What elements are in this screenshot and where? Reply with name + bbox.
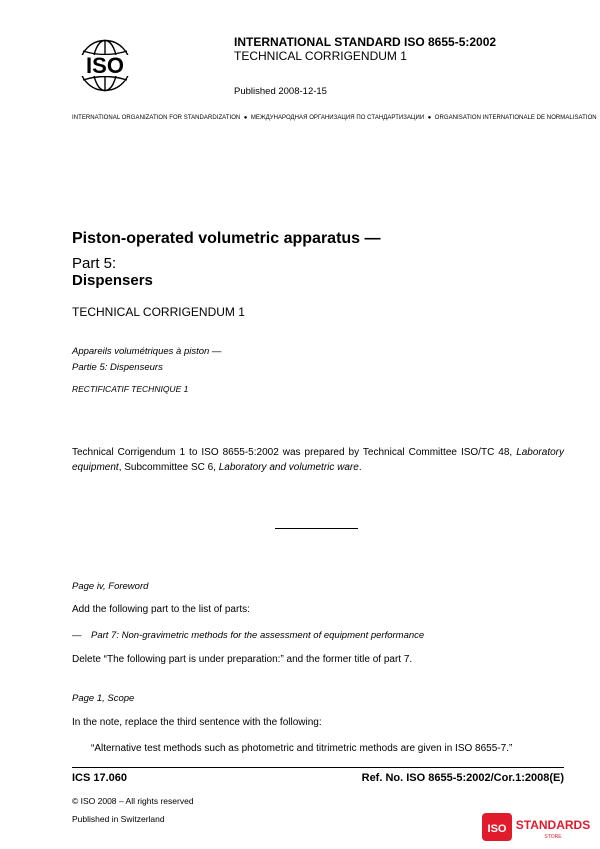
foreword-heading: Page iv, Foreword [72, 581, 149, 592]
org-name-en: INTERNATIONAL ORGANIZATION FOR STANDARDIZATION [72, 115, 241, 121]
scope-quote: “Alternative test methods such as photometric and titrimetric methods are given in ISO 8655-7.” [91, 743, 513, 754]
copyright: © ISO 2008 – All rights reserved [72, 796, 194, 806]
corrigendum-label: TECHNICAL CORRIGENDUM 1 [72, 305, 245, 319]
org-separator: ● [427, 115, 432, 121]
iso-logo [74, 38, 136, 93]
scope-instruction: In the note, replace the third sentence with the following: [72, 717, 322, 728]
standard-subtitle: TECHNICAL CORRIGENDUM 1 [234, 49, 407, 63]
french-part: Partie 5: Dispenseurs [72, 362, 163, 373]
ics-code: ICS 17.060 [72, 772, 128, 784]
list-dash: — [72, 630, 82, 641]
scope-heading: Page 1, Scope [72, 693, 135, 704]
intro-text: . [358, 462, 362, 473]
intro-committee: Laboratory equipment [72, 447, 564, 473]
published-in: Published in Switzerland [72, 814, 165, 824]
store-badge-text: ISO [487, 823, 507, 835]
store-name-text: STANDARDS [515, 818, 591, 832]
intro-text: Technical Corrigendum 1 to ISO 8655-5:2002 was prepared by Technical Committee ISO/TC 48, [72, 447, 517, 458]
org-name-ru: МЕЖДУНАРОДНАЯ ОРГАНИЗАЦИЯ ПО СТАНДАРТИЗАЦИИ [250, 115, 425, 121]
store-sub-text: STORE [544, 834, 562, 840]
document-title: Piston-operated volumetric apparatus — [72, 230, 381, 247]
part-name: Dispensers [72, 272, 153, 289]
intro-text: , Subcommittee SC 6, [118, 462, 219, 473]
french-corrigendum: RECTIFICATIF TECHNIQUE 1 [72, 384, 189, 394]
intro-paragraph [72, 445, 564, 475]
footer-rule [72, 767, 564, 768]
iso-standards-store-watermark [481, 812, 591, 842]
org-separator: ● [243, 115, 248, 121]
standard-title: INTERNATIONAL STANDARD ISO 8655-5:2002 [234, 35, 497, 49]
intro-subcommittee: Laboratory and volumetric ware [218, 462, 359, 473]
reference-number: Ref. No. ISO 8655-5:2002/Cor.1:2008(E) [361, 772, 564, 784]
publication-date: Published 2008-12-15 [234, 86, 327, 97]
organization-names [72, 115, 597, 121]
foreword-delete-instruction: Delete “The following part is under preparation:” and the former title of part 7. [72, 654, 413, 665]
list-item: Part 7: Non-gravimetric methods for the assessment of equipment performance [91, 630, 425, 641]
foreword-instruction: Add the following part to the list of parts: [72, 604, 250, 615]
iso-logo-text: ISO [86, 53, 124, 78]
section-divider [275, 528, 358, 529]
part-number: Part 5: [72, 255, 117, 272]
french-title: Appareils volumétriques à piston — [72, 346, 222, 357]
org-name-fr: ORGANISATION INTERNATIONALE DE NORMALISATION [434, 115, 597, 121]
